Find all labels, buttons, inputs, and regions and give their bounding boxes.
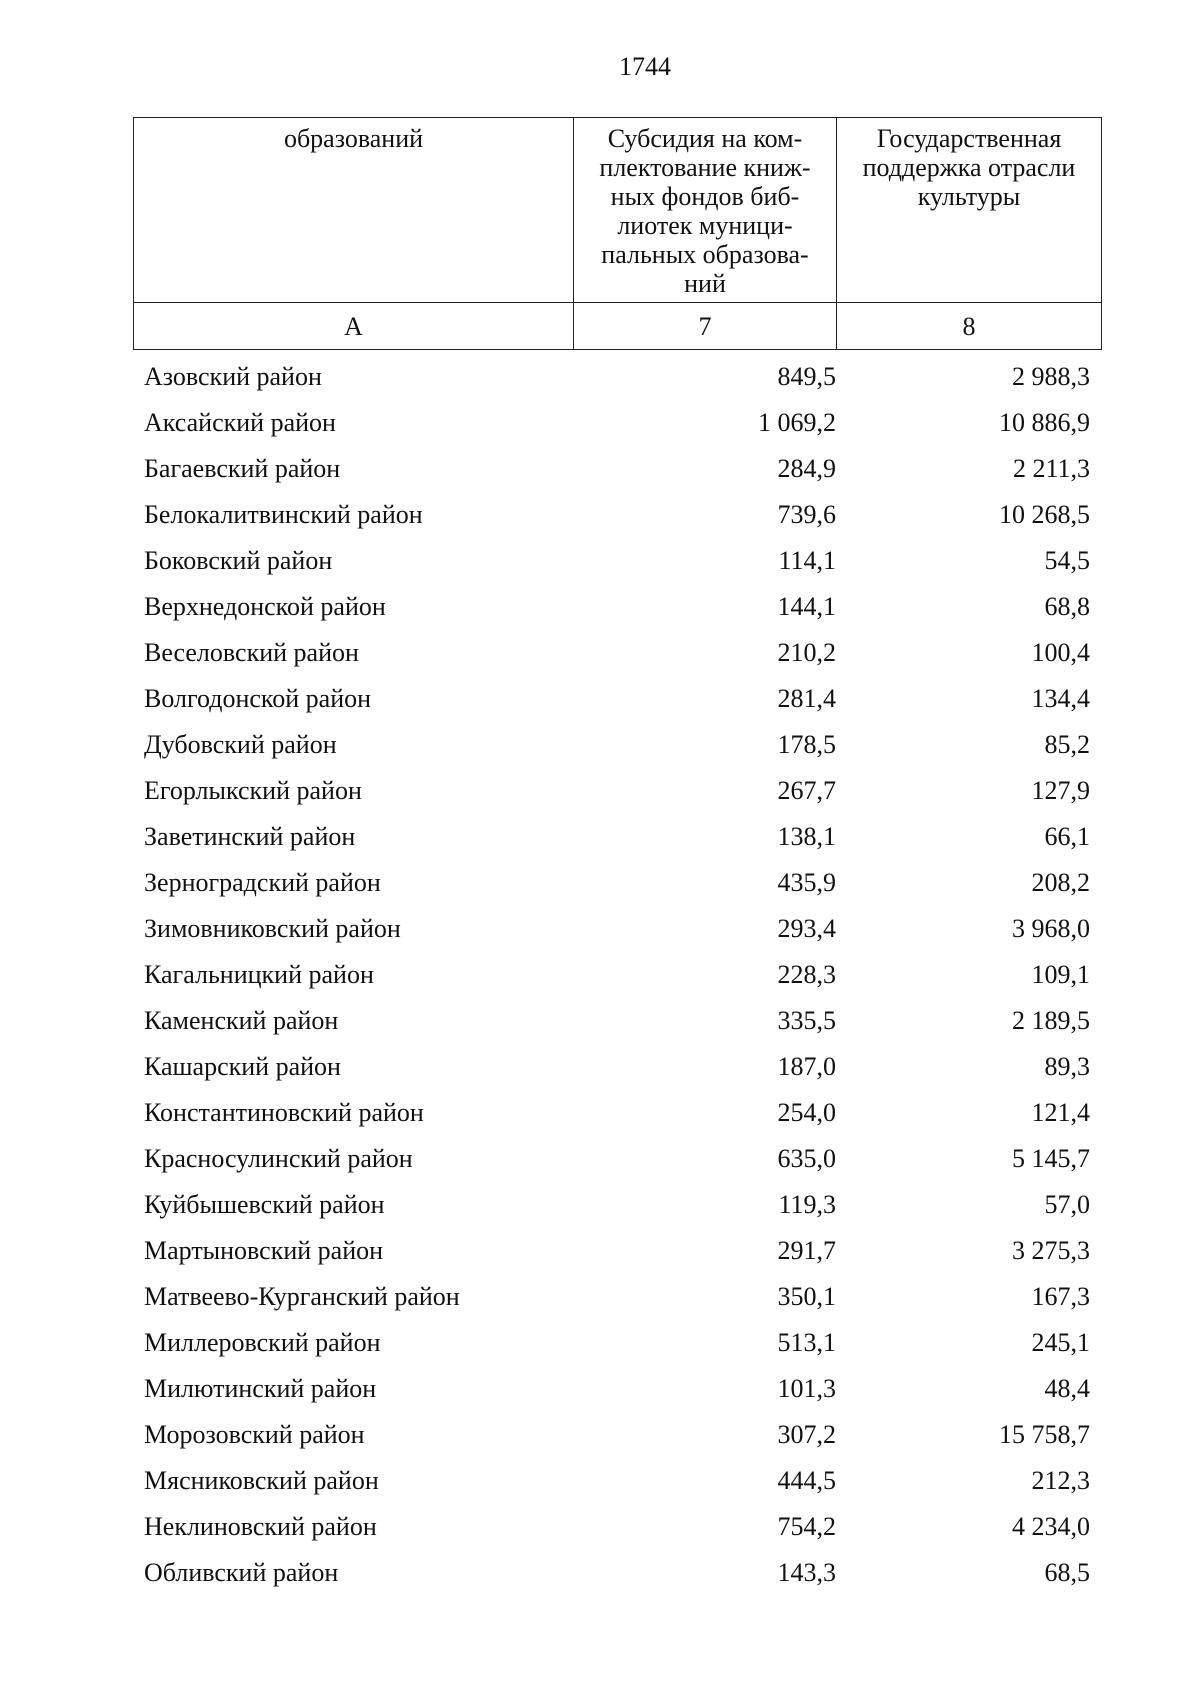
row-name: Заветинский район bbox=[144, 822, 356, 851]
table-row bbox=[133, 1320, 1101, 1366]
col-8-number: 8 bbox=[837, 303, 1102, 350]
table-row bbox=[133, 1136, 1101, 1182]
row-value-8: 10 886,9 bbox=[999, 408, 1090, 437]
table-row bbox=[133, 1274, 1101, 1320]
row-value-7: 291,7 bbox=[777, 1236, 836, 1265]
row-name: Обливский район bbox=[144, 1558, 339, 1587]
table-row bbox=[133, 768, 1101, 814]
row-value-7: 444,5 bbox=[777, 1466, 836, 1495]
row-value-8: 10 268,5 bbox=[999, 500, 1090, 529]
row-value-8: 5 145,7 bbox=[1012, 1144, 1090, 1173]
table-row bbox=[133, 1412, 1101, 1458]
col-a-title: образований bbox=[134, 118, 574, 303]
row-value-7: 281,4 bbox=[777, 684, 836, 713]
row-value-8: 134,4 bbox=[1031, 684, 1090, 713]
col-a-number: А bbox=[134, 303, 574, 350]
row-value-8: 68,8 bbox=[1044, 592, 1090, 621]
table-row bbox=[133, 1228, 1101, 1274]
header-line: культуры bbox=[917, 182, 1021, 211]
row-value-7: 101,3 bbox=[777, 1374, 836, 1403]
row-name: Красносулинский район bbox=[144, 1144, 413, 1173]
row-value-8: 121,4 bbox=[1031, 1098, 1090, 1127]
table-header bbox=[133, 117, 1102, 350]
row-value-7: 178,5 bbox=[777, 730, 836, 759]
row-value-7: 307,2 bbox=[777, 1420, 836, 1449]
table-row bbox=[133, 1458, 1101, 1504]
row-name: Белокалитвинский район bbox=[144, 500, 423, 529]
col-7-title bbox=[574, 118, 837, 303]
row-value-8: 127,9 bbox=[1031, 776, 1090, 805]
col-8-title bbox=[837, 118, 1102, 303]
header-line: ных фондов биб- bbox=[610, 182, 800, 211]
row-name: Миллеровский район bbox=[144, 1328, 381, 1357]
header-line: поддержка отрасли bbox=[862, 153, 1076, 182]
row-value-7: 335,5 bbox=[777, 1006, 836, 1035]
row-value-7: 435,9 bbox=[777, 868, 836, 897]
row-value-8: 245,1 bbox=[1031, 1328, 1090, 1357]
row-name: Аксайский район bbox=[144, 408, 336, 437]
page-number: 1744 bbox=[619, 52, 671, 81]
table-body bbox=[133, 354, 1101, 1596]
row-value-7: 143,3 bbox=[777, 1558, 836, 1587]
row-name: Константиновский район bbox=[144, 1098, 424, 1127]
row-value-8: 68,5 bbox=[1044, 1558, 1090, 1587]
row-value-7: 114,1 bbox=[778, 546, 836, 575]
row-value-7: 635,0 bbox=[777, 1144, 836, 1173]
row-value-8: 15 758,7 bbox=[999, 1420, 1090, 1449]
header-number-row bbox=[134, 303, 1102, 350]
row-value-7: 254,0 bbox=[777, 1098, 836, 1127]
row-value-7: 187,0 bbox=[777, 1052, 836, 1081]
row-value-8: 3 968,0 bbox=[1012, 914, 1090, 943]
row-name: Егорлыкский район bbox=[144, 776, 362, 805]
row-value-8: 48,4 bbox=[1044, 1374, 1090, 1403]
row-value-8: 208,2 bbox=[1031, 868, 1090, 897]
row-name: Зимовниковский район bbox=[144, 914, 401, 943]
row-value-7: 144,1 bbox=[777, 592, 836, 621]
row-value-8: 100,4 bbox=[1031, 638, 1090, 667]
table-row bbox=[133, 446, 1101, 492]
row-name: Азовский район bbox=[144, 362, 322, 391]
table-row bbox=[133, 1182, 1101, 1228]
row-name: Волгодонской район bbox=[144, 684, 372, 713]
table-row bbox=[133, 1366, 1101, 1412]
row-name: Морозовский район bbox=[144, 1420, 365, 1449]
row-value-7: 138,1 bbox=[777, 822, 836, 851]
row-value-7: 119,3 bbox=[778, 1190, 836, 1219]
table-row bbox=[133, 906, 1101, 952]
table-row bbox=[133, 630, 1101, 676]
row-name: Веселовский район bbox=[144, 638, 359, 667]
row-name: Каменский район bbox=[144, 1006, 339, 1035]
header-line: лиотек муници- bbox=[617, 211, 793, 240]
row-value-8: 57,0 bbox=[1044, 1190, 1090, 1219]
row-name: Верхнедонской район bbox=[144, 592, 386, 621]
row-value-7: 350,1 bbox=[777, 1282, 836, 1311]
row-value-8: 2 988,3 bbox=[1012, 362, 1090, 391]
row-value-8: 2 211,3 bbox=[1012, 454, 1090, 483]
row-name: Неклиновский район bbox=[144, 1512, 377, 1541]
row-name: Кагальницкий район bbox=[144, 960, 374, 989]
row-value-8: 2 189,5 bbox=[1012, 1006, 1090, 1035]
row-name: Милютинский район bbox=[144, 1374, 377, 1403]
row-value-7: 293,4 bbox=[777, 914, 836, 943]
col-7-number: 7 bbox=[574, 303, 837, 350]
row-name: Мартыновский район bbox=[144, 1236, 384, 1265]
table-row bbox=[133, 676, 1101, 722]
header-line: Субсидия на ком- bbox=[607, 124, 803, 153]
row-name: Матвеево-Курганский район bbox=[144, 1282, 460, 1311]
row-value-7: 284,9 bbox=[777, 454, 836, 483]
row-value-8: 212,3 bbox=[1031, 1466, 1090, 1495]
table-row bbox=[133, 400, 1101, 446]
row-name: Багаевский район bbox=[144, 454, 341, 483]
table-row bbox=[133, 1504, 1101, 1550]
table-row bbox=[133, 1090, 1101, 1136]
table-row bbox=[133, 998, 1101, 1044]
row-value-8: 85,2 bbox=[1044, 730, 1090, 759]
row-value-8: 4 234,0 bbox=[1012, 1512, 1090, 1541]
row-name: Дубовский район bbox=[144, 730, 337, 759]
row-value-8: 109,1 bbox=[1031, 960, 1090, 989]
table-row bbox=[133, 1550, 1101, 1596]
row-value-7: 267,7 bbox=[777, 776, 836, 805]
row-value-7: 1 069,2 bbox=[758, 408, 836, 437]
row-value-7: 228,3 bbox=[777, 960, 836, 989]
table-row bbox=[133, 584, 1101, 630]
header-line: пальных образова- bbox=[601, 240, 809, 269]
table-row bbox=[133, 538, 1101, 584]
row-value-8: 89,3 bbox=[1044, 1052, 1090, 1081]
row-name: Куйбышевский район bbox=[144, 1190, 385, 1219]
table-row bbox=[133, 814, 1101, 860]
header-title-row bbox=[134, 118, 1102, 303]
header-line: Государственная bbox=[876, 124, 1062, 153]
row-name: Боковский район bbox=[144, 546, 333, 575]
table-row bbox=[133, 492, 1101, 538]
header-line: ний bbox=[684, 269, 726, 298]
row-value-8: 54,5 bbox=[1044, 546, 1090, 575]
row-name: Мясниковский район bbox=[144, 1466, 379, 1495]
row-value-8: 167,3 bbox=[1031, 1282, 1090, 1311]
table-row bbox=[133, 354, 1101, 400]
row-name: Зерноградский район bbox=[144, 868, 381, 897]
row-value-7: 210,2 bbox=[777, 638, 836, 667]
header-line: плектование книж- bbox=[599, 153, 811, 182]
row-value-7: 849,5 bbox=[777, 362, 836, 391]
table-row bbox=[133, 860, 1101, 906]
row-value-8: 3 275,3 bbox=[1012, 1236, 1090, 1265]
row-value-8: 66,1 bbox=[1044, 822, 1090, 851]
row-value-7: 513,1 bbox=[777, 1328, 836, 1357]
row-value-7: 754,2 bbox=[777, 1512, 836, 1541]
row-name: Кашарский район bbox=[144, 1052, 341, 1081]
row-value-7: 739,6 bbox=[777, 500, 836, 529]
table-row bbox=[133, 1044, 1101, 1090]
table-row bbox=[133, 722, 1101, 768]
table-row bbox=[133, 952, 1101, 998]
